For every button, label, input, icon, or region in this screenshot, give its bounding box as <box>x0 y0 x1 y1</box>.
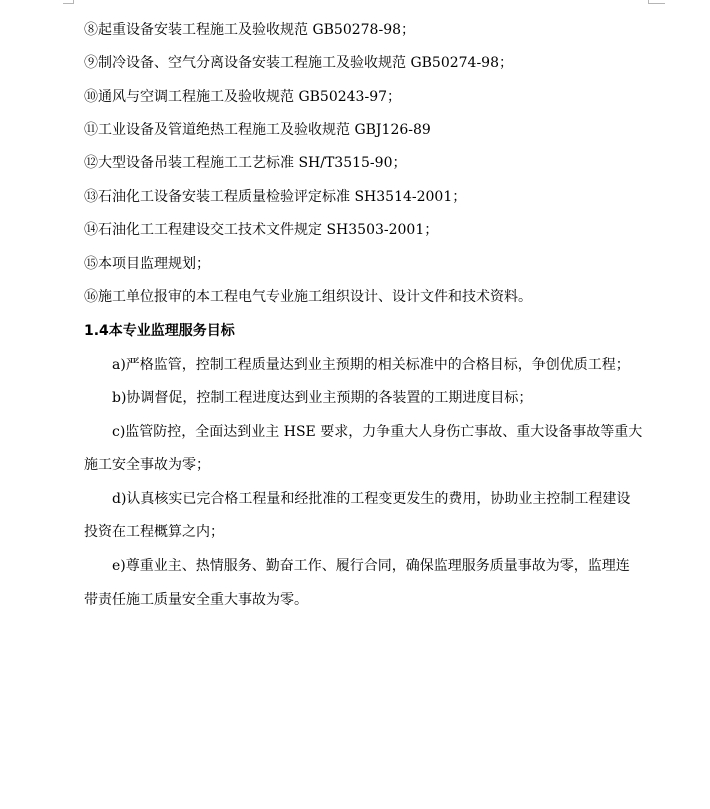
goal-e: e)尊重业主、热情服务、勤奋工作、履行合同，确保监理服务质量事故为零，监理连 <box>112 558 630 574</box>
standard-item-13: ⑬石油化工设备安装工程质量检验评定标准 SH3514-2001； <box>84 189 467 205</box>
standard-item-8: ⑧起重设备安装工程施工及验收规范 GB50278-98； <box>84 22 416 38</box>
standard-item-9: ⑨制冷设备、空气分离设备安装工程施工及验收规范 GB50274-98； <box>84 55 514 71</box>
goal-e-continuation: 带责任施工质量安全重大事故为零。 <box>84 592 308 608</box>
standard-item-16: ⑯施工单位报审的本工程电气专业施工组织设计、设计文件和技术资料。 <box>84 289 532 305</box>
standard-item-12: ⑫大型设备吊装工程施工工艺标准 SH/T3515-90； <box>84 155 407 171</box>
goal-a: a)严格监管，控制工程质量达到业主预期的相关标准中的合格目标，争创优质工程； <box>112 357 630 373</box>
standard-item-10: ⑩通风与空调工程施工及验收规范 GB50243-97； <box>84 89 402 105</box>
goal-b: b)协调督促，控制工程进度达到业主预期的各装置的工期进度目标； <box>112 390 533 406</box>
standard-item-14: ⑭石油化工工程建设交工技术文件规定 SH3503-2001； <box>84 222 439 238</box>
page-corner-mark-right <box>648 0 665 4</box>
standard-item-15: ⑮本项目监理规划； <box>84 256 210 272</box>
goal-d: d)认真核实已完合格工程量和经批准的工程变更发生的费用，协助业主控制工程建设 <box>112 491 631 507</box>
standard-item-11: ⑪工业设备及管道绝热工程施工及验收规范 GBJ126-89 <box>84 122 431 138</box>
goal-d-continuation: 投资在工程概算之内； <box>84 524 224 540</box>
goal-c-continuation: 施工安全事故为零； <box>84 457 210 473</box>
section-heading: 1.4本专业监理服务目标 <box>84 323 235 339</box>
goal-c: c)监管防控，全面达到业主 HSE 要求，力争重大人身伤亡事故、重大设备事故等重大 <box>112 424 643 440</box>
page-corner-mark-left <box>63 0 74 4</box>
